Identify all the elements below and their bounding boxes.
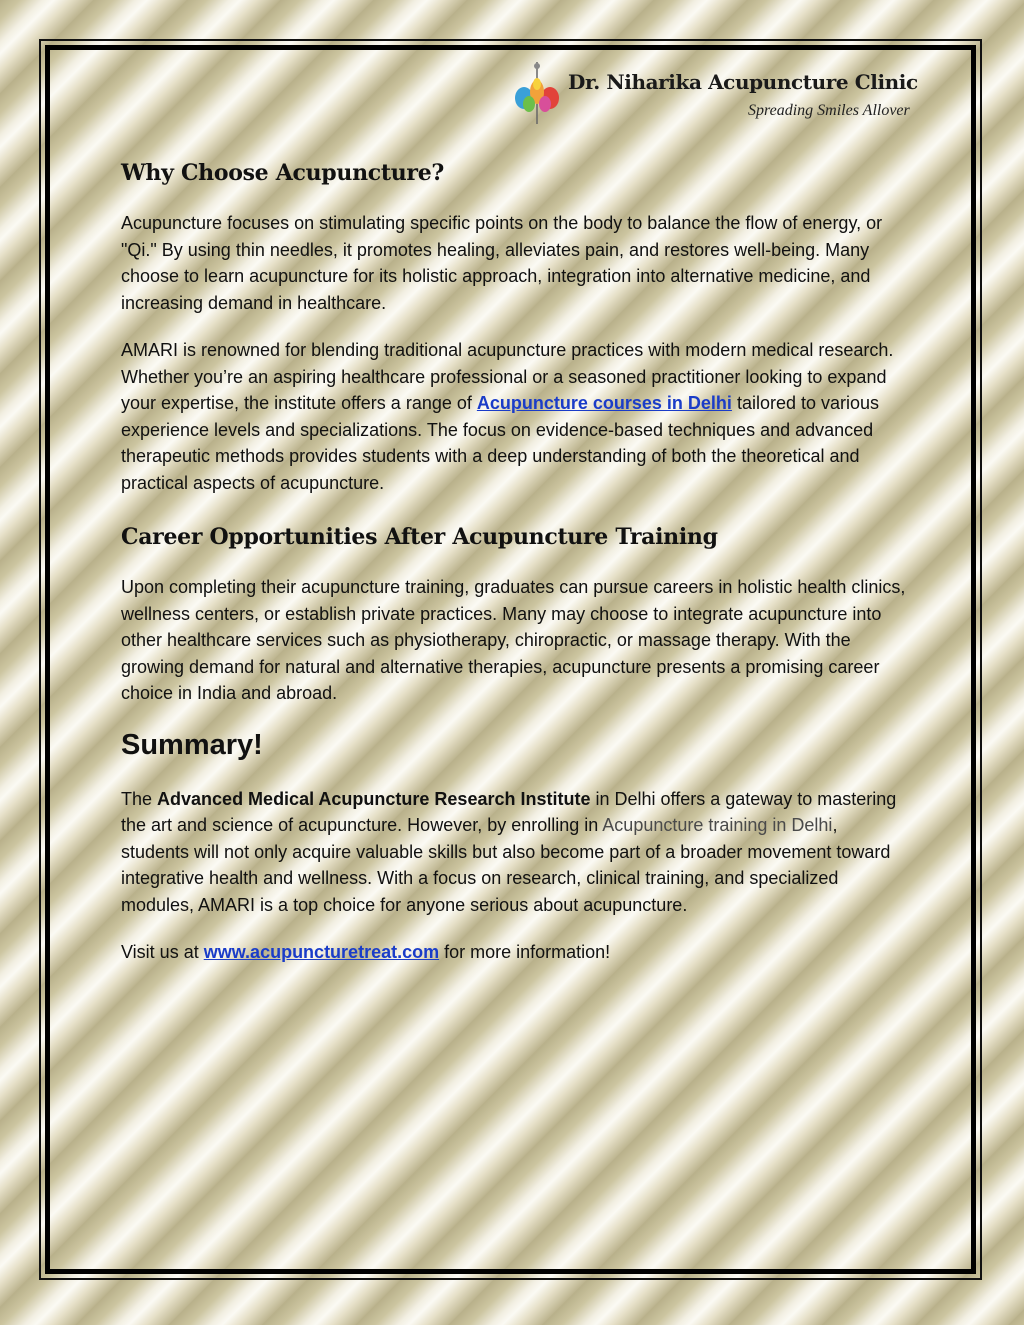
lotus-logo-icon — [512, 60, 566, 126]
section-heading-why: Why Choose Acupuncture? — [121, 160, 445, 186]
paragraph-text: for more information! — [439, 942, 611, 962]
paragraph-visit — [121, 939, 906, 966]
paragraph-text: in Delhi offers a gateway to mastering the art and science of acupuncture. However, by enrolling in — [121, 788, 897, 835]
paragraph-text: Visit us at — [121, 942, 204, 962]
paragraph-career-1: Upon completing their acupuncture training, graduates can pursue careers in holistic health clinics, wellness centers, or establish private practices. Many may choose to integrate acupuncture into other healthcare services such as physiotherapy, chiropractic, or massage therapy. With the growing demand for natural and alternative therapies, acupuncture presents a promising career choice in India and abroad. — [121, 577, 906, 703]
section-heading-summary: Summary! — [121, 728, 263, 761]
paragraph-text: AMARI is renowned for blending traditional acupuncture practices with modern medical research. Whether you’re an aspiring healthcare professional or a seasoned practitioner looking to expand your expertise, the institute offers a range of — [121, 340, 894, 413]
acupuncture-training-link[interactable]: Acupuncture training in Delhi — [602, 815, 833, 835]
paragraph-why-2 — [121, 337, 906, 496]
paragraph-summary-1 — [121, 786, 906, 919]
paragraph-text: , students will not only acquire valuable skills but also become part of a broader movement toward integrative health and wellness. With a focus on research, clinical training, and specialized modules, AMARI is a top choice for anyone serious about acupuncture. — [121, 815, 891, 915]
website-link[interactable]: www.acupuncturetreat.com — [203, 942, 440, 962]
section-heading-career: Career Opportunities After Acupuncture Training — [121, 524, 718, 550]
document-content — [121, 160, 906, 966]
paragraph-why-1: Acupuncture focuses on stimulating specific points on the body to balance the flow of energy, or "Qi." By using thin needles, it promotes healing, alleviates pain, and restores well-being. Many choose to learn acupuncture for its holistic approach, integration into alternative medicine, and increasing demand in healthcare. — [121, 213, 883, 313]
acupuncture-courses-link[interactable]: Acupuncture courses in Delhi — [476, 393, 732, 413]
clinic-name: Dr. Niharika Acupuncture Clinic — [568, 70, 918, 94]
clinic-logo — [512, 60, 918, 126]
clinic-tagline: Spreading Smiles Allover — [748, 102, 910, 119]
institute-name: Advanced Medical Acupuncture Research Institute — [157, 788, 591, 809]
paragraph-text: tailored to various experience levels and specializations. The focus on evidence-based techniques and advanced therapeutic methods provides students with a deep understanding of both the theoretical and practical aspects of acupuncture. — [121, 393, 880, 493]
paragraph-text: The — [121, 788, 158, 809]
